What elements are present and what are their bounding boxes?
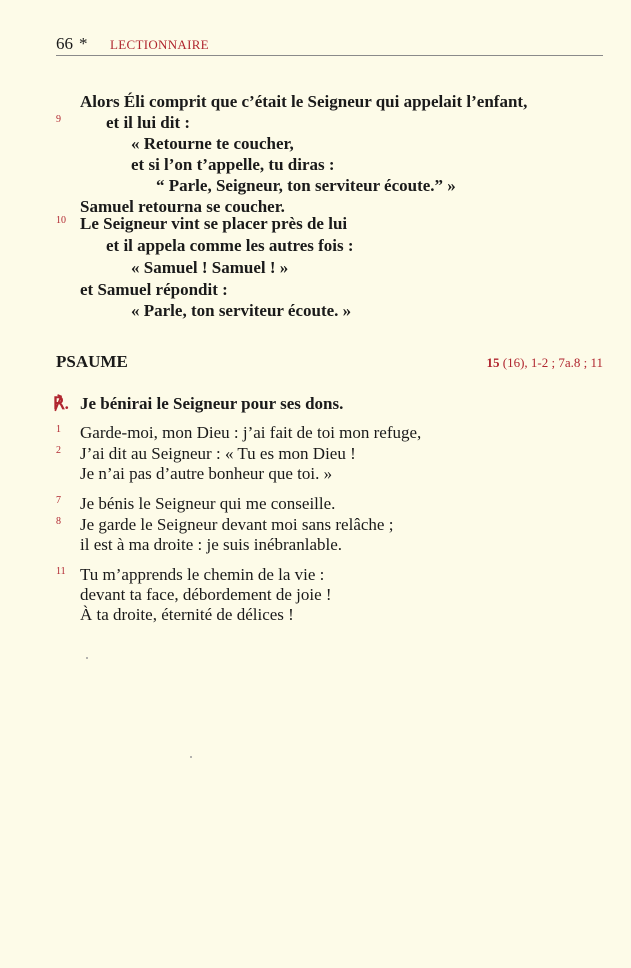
- psalm-response: Je bénirai le Seigneur pour ses dons.: [80, 394, 344, 413]
- reading-line: Samuel retourna se coucher.: [80, 197, 285, 216]
- reading-line: “ Parle, Seigneur, ton serviteur écoute.” »: [156, 176, 456, 195]
- reading-line: « Retourne te coucher,: [131, 134, 294, 153]
- reading-line: et il appela comme les autres fois :: [106, 236, 354, 255]
- psalm-line: Tu m’apprends le chemin de la vie :: [80, 565, 325, 584]
- psalm-line: il est à ma droite : je suis inébranlable.: [80, 535, 343, 554]
- psalm-line: Je n’ai pas d’autre bonheur que toi. »: [80, 464, 333, 483]
- header-rule: [56, 55, 603, 56]
- verse-number: 9: [56, 114, 61, 125]
- reading-line: et si l’on t’appelle, tu diras :: [131, 155, 335, 174]
- psalm-line: Garde-moi, mon Dieu : j’ai fait de toi mon refuge,: [80, 423, 422, 442]
- page-header: [56, 34, 603, 56]
- reference-detail: (16), 1-2 ; 7a.8 ; 11: [502, 355, 603, 370]
- psalm-number: 15: [486, 355, 500, 370]
- scripture-reference: [487, 355, 604, 371]
- verse-number: 1: [56, 424, 61, 435]
- verse-number: 2: [56, 445, 61, 456]
- psalm-line: À ta droite, éternité de délices !: [80, 605, 294, 624]
- star-mark: *: [79, 34, 88, 53]
- running-title: LECTIONNAIRE: [110, 37, 209, 52]
- reading-line: et Samuel répondit :: [80, 280, 228, 299]
- reading-line: et il lui dit :: [106, 113, 191, 132]
- response-sign: ℟.: [53, 394, 69, 413]
- section-title: PSAUME: [56, 352, 128, 371]
- page-number: 66 *: [56, 34, 88, 53]
- scan-speck: [86, 657, 88, 659]
- verse-number: 8: [56, 516, 61, 527]
- reading-line: « Parle, ton serviteur écoute. »: [131, 301, 352, 320]
- scan-speck: [190, 756, 192, 758]
- psalm-line: Je garde le Seigneur devant moi sans relâche ;: [80, 515, 394, 534]
- psalm-line: devant ta face, débordement de joie !: [80, 585, 332, 604]
- reading-line: « Samuel ! Samuel ! »: [131, 258, 289, 277]
- reading-line: Le Seigneur vint se placer près de lui: [80, 214, 348, 233]
- reading-line: Alors Éli comprit que c’était le Seigneur qui appelait l’enfant,: [80, 92, 528, 111]
- psalm-line: J’ai dit au Seigneur : « Tu es mon Dieu !: [80, 444, 356, 463]
- psalm-line: Je bénis le Seigneur qui me conseille.: [80, 494, 336, 513]
- verse-number: 10: [56, 215, 66, 226]
- verse-number: 11: [56, 566, 66, 577]
- verse-number: 7: [56, 495, 61, 506]
